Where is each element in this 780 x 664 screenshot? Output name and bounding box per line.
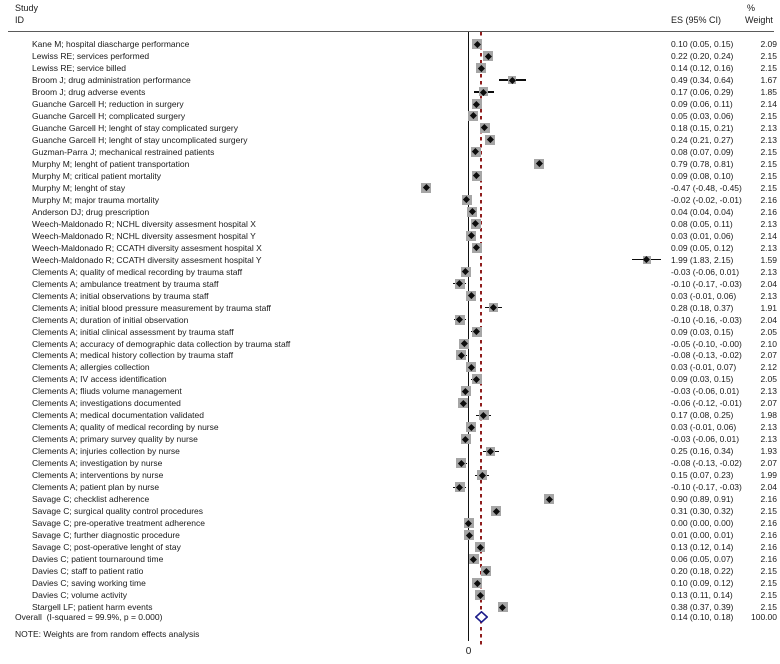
weight-value: 2.13 bbox=[760, 122, 777, 133]
study-label: Guanche Garcell H; reduction in surgery bbox=[32, 98, 184, 109]
es-value: -0.47 (-0.48, -0.45) bbox=[671, 182, 742, 193]
es-value: 0.31 (0.30, 0.32) bbox=[671, 506, 734, 517]
weight-value: 2.13 bbox=[760, 422, 777, 433]
es-value: 0.05 (0.03, 0.06) bbox=[671, 110, 734, 121]
es-value: -0.10 (-0.16, -0.03) bbox=[671, 314, 742, 325]
study-label: Broom J; drug administration performance bbox=[32, 74, 191, 85]
study-label: Broom J; drug adverse events bbox=[32, 86, 146, 97]
weight-value: 2.15 bbox=[760, 110, 777, 121]
weight-value: 2.15 bbox=[760, 62, 777, 73]
study-label: Clements A; IV access identification bbox=[32, 374, 167, 385]
weight-value: 2.16 bbox=[760, 542, 777, 553]
es-value: 0.09 (0.05, 0.12) bbox=[671, 242, 734, 253]
study-label: Stargell LF; patient harm events bbox=[32, 602, 153, 613]
es-value: 0.17 (0.06, 0.29) bbox=[671, 86, 734, 97]
es-value: 0.09 (0.03, 0.15) bbox=[671, 374, 734, 385]
overall-label: Overall (I-squared = 99.9%, p = 0.000) bbox=[15, 612, 163, 622]
weight-value: 2.13 bbox=[760, 266, 777, 277]
weight-value: 1.85 bbox=[760, 86, 777, 97]
header-weight: Weight bbox=[745, 15, 773, 25]
study-label: Davies C; staff to patient ratio bbox=[32, 566, 144, 577]
es-value: 0.15 (0.07, 0.23) bbox=[671, 470, 734, 481]
header-id: ID bbox=[15, 15, 24, 25]
study-label: Savage C; checklist adherence bbox=[32, 494, 150, 505]
weight-value: 2.07 bbox=[760, 398, 777, 409]
weight-value: 2.13 bbox=[760, 434, 777, 445]
study-label: Davies C; saving working time bbox=[32, 578, 146, 589]
es-value: 0.13 (0.12, 0.14) bbox=[671, 542, 734, 553]
study-label: Clements A; patient plan by nurse bbox=[32, 482, 160, 493]
es-value: 0.28 (0.18, 0.37) bbox=[671, 302, 734, 313]
es-value: 1.99 (1.83, 2.15) bbox=[671, 254, 734, 265]
es-value: 0.18 (0.15, 0.21) bbox=[671, 122, 734, 133]
es-value: -0.03 (-0.06, 0.01) bbox=[671, 266, 740, 277]
weight-value: 2.04 bbox=[760, 278, 777, 289]
weight-value: 2.13 bbox=[760, 386, 777, 397]
es-value: 0.10 (0.05, 0.15) bbox=[671, 39, 734, 49]
weight-value: 1.99 bbox=[760, 470, 777, 481]
study-label: Savage C; further diagnostic procedure bbox=[32, 530, 180, 541]
weight-value: 2.14 bbox=[760, 230, 777, 241]
weight-value: 2.15 bbox=[760, 590, 777, 601]
weight-value: 2.15 bbox=[760, 578, 777, 589]
es-value: 0.22 (0.20, 0.24) bbox=[671, 50, 734, 61]
weight-value: 2.15 bbox=[760, 566, 777, 577]
study-label: Savage C; surgical quality control procedures bbox=[32, 506, 204, 517]
es-value: 0.00 (0.00, 0.00) bbox=[671, 518, 734, 529]
study-label: Clements A; fliuds volume management bbox=[32, 386, 182, 397]
es-value: 0.09 (0.06, 0.11) bbox=[671, 98, 733, 109]
es-value: 0.04 (0.04, 0.04) bbox=[671, 206, 734, 217]
study-label: Anderson DJ; drug prescription bbox=[32, 206, 150, 217]
es-value: 0.90 (0.89, 0.91) bbox=[671, 494, 734, 505]
weight-value: 2.16 bbox=[760, 494, 777, 505]
es-value: 0.13 (0.11, 0.14) bbox=[671, 590, 733, 601]
weight-value: 2.15 bbox=[760, 146, 777, 157]
study-label: Murphy M; lenght of stay bbox=[32, 182, 126, 193]
study-label: Murphy M; critical patient mortality bbox=[32, 170, 161, 181]
es-value: 0.01 (0.00, 0.01) bbox=[671, 530, 734, 541]
study-label: Lewiss RE; services performed bbox=[32, 50, 150, 61]
overall-diamond-icon bbox=[475, 611, 488, 623]
es-value: 0.38 (0.37, 0.39) bbox=[671, 602, 734, 613]
study-label: Clements A; accuracy of demographic data collection by trauma staff bbox=[32, 338, 291, 349]
es-value: 0.17 (0.08, 0.25) bbox=[671, 410, 734, 421]
weight-value: 2.09 bbox=[760, 39, 777, 49]
study-label: Kane M; hospital diascharge performance bbox=[32, 39, 190, 49]
header-divider-line bbox=[8, 31, 774, 32]
study-label: Murphy M; major trauma mortality bbox=[32, 194, 160, 205]
es-value: 0.09 (0.03, 0.15) bbox=[671, 326, 734, 337]
weight-value: 2.16 bbox=[760, 206, 777, 217]
study-label: Clements A; quality of medical recording by trauma staff bbox=[32, 266, 243, 277]
weight-value: 2.13 bbox=[760, 290, 777, 301]
weight-value: 2.15 bbox=[760, 602, 777, 613]
weight-value: 2.15 bbox=[760, 182, 777, 193]
es-value: -0.03 (-0.06, 0.01) bbox=[671, 386, 740, 397]
es-value: 0.09 (0.08, 0.10) bbox=[671, 170, 734, 181]
note-text: NOTE: Weights are from random effects analysis bbox=[15, 629, 200, 639]
zero-reference-line bbox=[468, 32, 469, 641]
weight-value: 1.59 bbox=[760, 254, 777, 265]
study-label: Clements A; quality of medical recording by nurse bbox=[32, 422, 219, 433]
study-label: Clements A; primary survey quality by nurse bbox=[32, 434, 198, 445]
weight-value: 2.16 bbox=[760, 530, 777, 541]
weight-value: 2.15 bbox=[760, 170, 777, 181]
es-value: 0.20 (0.18, 0.22) bbox=[671, 566, 734, 577]
study-label: Lewiss RE; service billed bbox=[32, 62, 127, 73]
weight-value: 2.13 bbox=[760, 218, 777, 229]
es-value: 0.25 (0.16, 0.34) bbox=[671, 446, 734, 457]
weight-value: 2.04 bbox=[760, 314, 777, 325]
es-value: -0.08 (-0.13, -0.02) bbox=[671, 350, 742, 361]
study-label: Guanche Garcell H; lenght of stay uncomplicated surgery bbox=[32, 134, 248, 145]
study-label: Clements A; initial observations by trauma staff bbox=[32, 290, 209, 301]
study-label: Weech-Maldonado R; CCATH diversity assesment hospital X bbox=[32, 242, 262, 253]
es-value: -0.10 (-0.17, -0.03) bbox=[671, 482, 742, 493]
weight-value: 1.67 bbox=[760, 74, 777, 85]
es-value: -0.05 (-0.10, -0.00) bbox=[671, 338, 742, 349]
es-value: 0.49 (0.34, 0.64) bbox=[671, 74, 734, 85]
study-label: Clements A; investigation by nurse bbox=[32, 458, 163, 469]
weight-value: 1.93 bbox=[760, 446, 777, 457]
es-value: -0.08 (-0.13, -0.02) bbox=[671, 458, 742, 469]
weight-value: 2.13 bbox=[760, 134, 777, 145]
study-label: Guanche Garcell H; complicated surgery bbox=[32, 110, 186, 121]
weight-value: 2.15 bbox=[760, 158, 777, 169]
es-value: 0.03 (-0.01, 0.06) bbox=[671, 422, 737, 433]
es-value: 0.24 (0.21, 0.27) bbox=[671, 134, 734, 145]
study-label: Guanche Garcell H; lenght of stay complicated surgery bbox=[32, 122, 238, 133]
header-es-ci: ES (95% CI) bbox=[671, 15, 722, 25]
es-value: 0.03 (-0.01, 0.06) bbox=[671, 290, 737, 301]
header-percent: % bbox=[747, 3, 756, 13]
header-study: Study bbox=[15, 3, 39, 13]
es-value: 0.10 (0.09, 0.12) bbox=[671, 578, 734, 589]
study-label: Clements A; interventions by nurse bbox=[32, 470, 164, 481]
study-label: Savage C; pre-operative treatment adherence bbox=[32, 518, 205, 529]
es-value: -0.06 (-0.12, -0.01) bbox=[671, 398, 742, 409]
study-label: Clements A; investigations documented bbox=[32, 398, 181, 409]
weight-value: 2.05 bbox=[760, 374, 777, 385]
study-label: Clements A; ambulance treatment by trauma staff bbox=[32, 278, 219, 289]
es-value: 0.08 (0.05, 0.11) bbox=[671, 218, 733, 229]
x-axis-tick-label: 0 bbox=[465, 646, 472, 657]
study-label: Savage C; post-operative lenght of stay bbox=[32, 542, 181, 553]
es-value: -0.10 (-0.17, -0.03) bbox=[671, 278, 742, 289]
weight-value: 2.10 bbox=[760, 338, 777, 349]
study-label: Weech-Maldonado R; CCATH diversity assesment hospital Y bbox=[32, 254, 262, 265]
weight-value: 2.13 bbox=[760, 242, 777, 253]
weight-value: 2.14 bbox=[760, 98, 777, 109]
es-value: -0.02 (-0.02, -0.01) bbox=[671, 194, 742, 205]
weight-value: 2.07 bbox=[760, 350, 777, 361]
study-label: Clements A; allergies collection bbox=[32, 362, 150, 373]
weight-value: 2.16 bbox=[760, 194, 777, 205]
weight-value: 2.07 bbox=[760, 458, 777, 469]
es-value: 0.08 (0.07, 0.09) bbox=[671, 146, 734, 157]
weight-value: 2.12 bbox=[760, 362, 777, 373]
weight-value: 1.91 bbox=[760, 302, 777, 313]
study-label: Guzman-Parra J; mechanical restrained patients bbox=[32, 146, 215, 157]
study-label: Clements A; initial blood pressure measurement by trauma staff bbox=[32, 302, 271, 313]
es-value: 0.03 (-0.01, 0.07) bbox=[671, 362, 737, 373]
weight-value: 2.16 bbox=[760, 554, 777, 565]
study-label: Clements A; duration of initial observation bbox=[32, 314, 189, 325]
weight-value: 2.15 bbox=[760, 506, 777, 517]
es-value: -0.03 (-0.06, 0.01) bbox=[671, 434, 740, 445]
study-label: Murphy M; lenght of patient transportation bbox=[32, 158, 190, 169]
es-value: 0.79 (0.78, 0.81) bbox=[671, 158, 734, 169]
study-label: Clements A; medical documentation validated bbox=[32, 410, 204, 421]
study-label: Davies C; volume activity bbox=[32, 590, 127, 601]
es-value: 0.03 (0.01, 0.06) bbox=[671, 230, 734, 241]
overall-weight-value: 100.00 bbox=[751, 612, 777, 622]
study-label: Clements A; injuries collection by nurse bbox=[32, 446, 180, 457]
weight-value: 2.15 bbox=[760, 50, 777, 61]
study-label: Weech-Maldonado R; NCHL diversity assesment hospital X bbox=[32, 218, 256, 229]
overall-es-value: 0.14 (0.10, 0.18) bbox=[671, 612, 734, 622]
weight-value: 1.98 bbox=[760, 410, 777, 421]
weight-value: 2.16 bbox=[760, 518, 777, 529]
study-label: Clements A; initial clinical assessment by trauma staff bbox=[32, 326, 234, 337]
study-label: Weech-Maldonado R; NCHL diversity assesment hospital Y bbox=[32, 230, 256, 241]
weight-value: 2.04 bbox=[760, 482, 777, 493]
study-label: Davies C; patient tournaround time bbox=[32, 554, 164, 565]
es-value: 0.06 (0.05, 0.07) bbox=[671, 554, 734, 565]
study-label: Clements A; medical history collection by trauma staff bbox=[32, 350, 234, 361]
es-value: 0.14 (0.12, 0.16) bbox=[671, 62, 734, 73]
weight-value: 2.05 bbox=[760, 326, 777, 337]
